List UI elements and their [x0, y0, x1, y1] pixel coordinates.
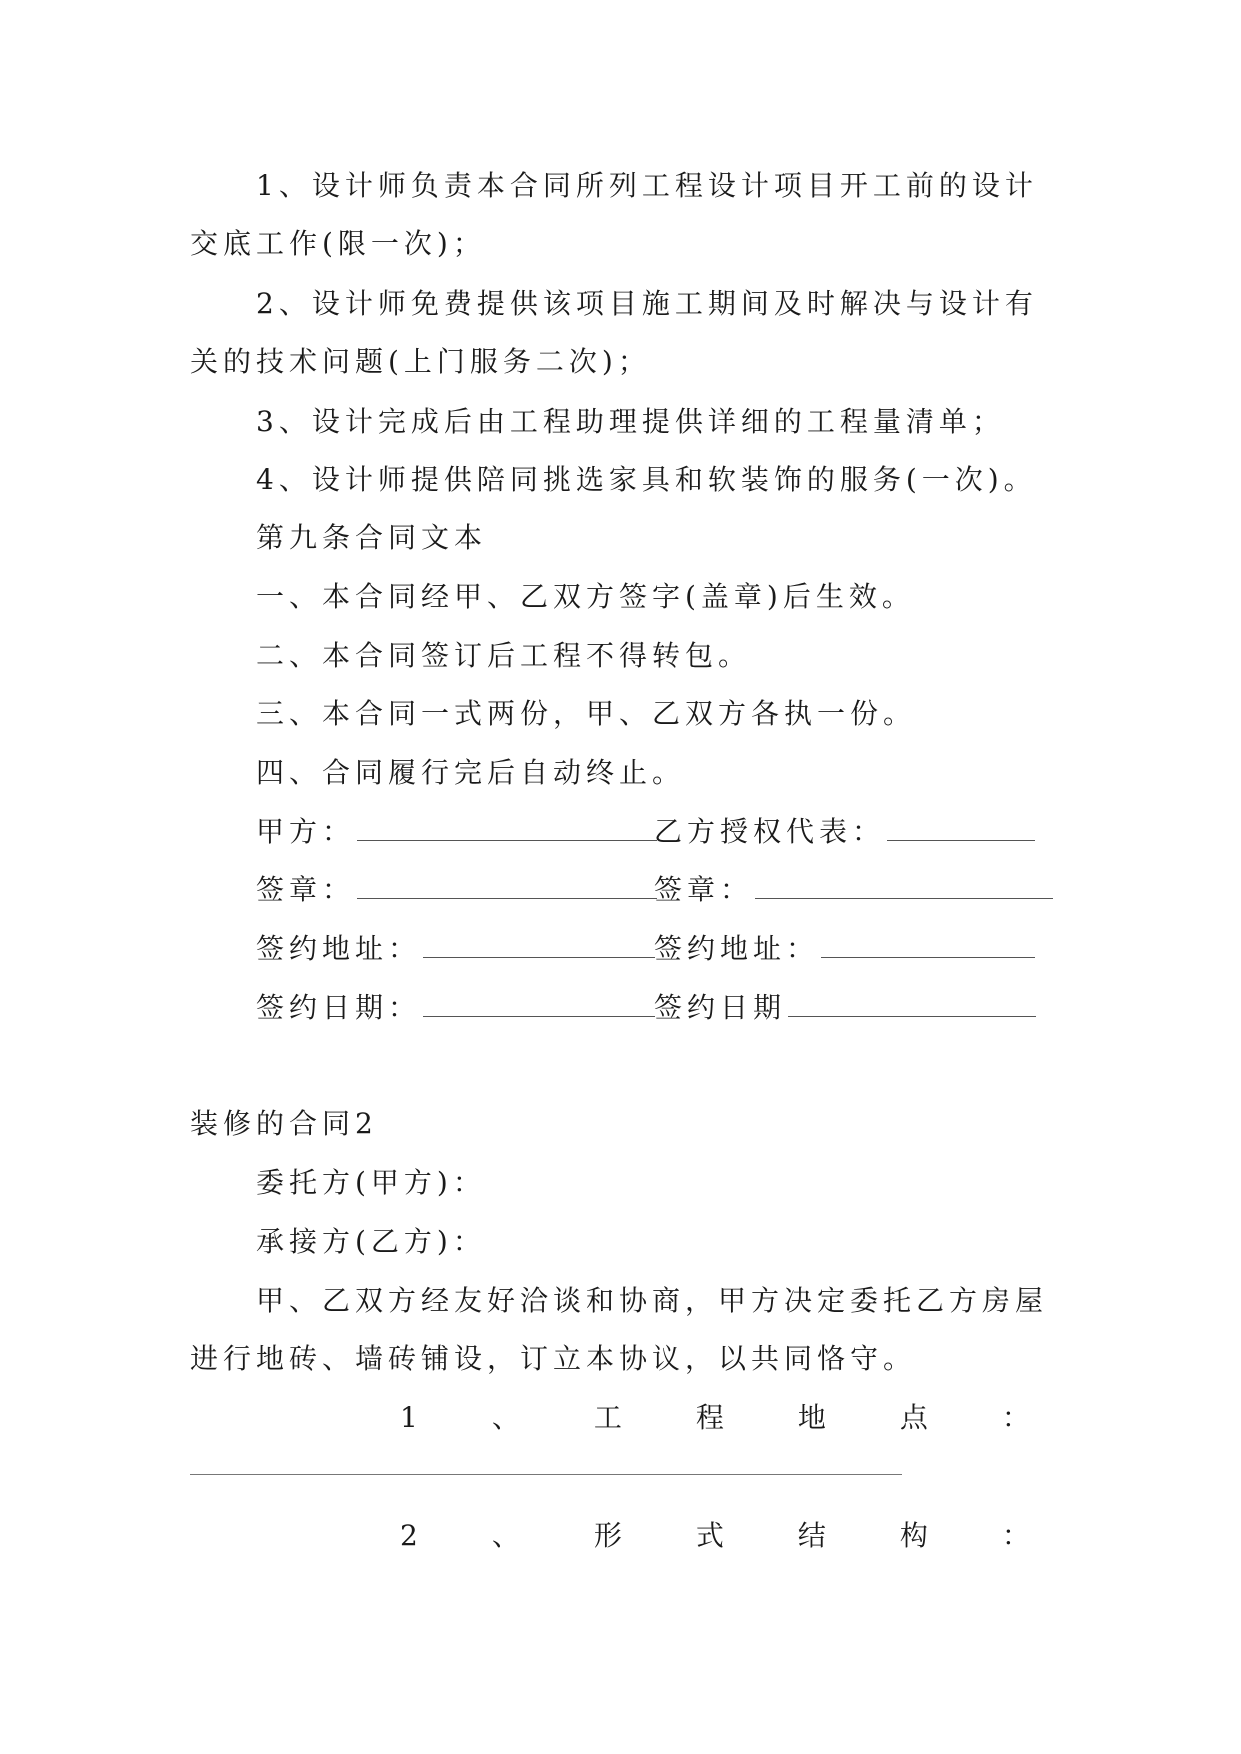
party-a-blank[interactable] [357, 812, 657, 841]
signature-row-date [256, 988, 655, 1028]
item-char: 工 [593, 1401, 622, 1434]
seal-a-blank[interactable] [357, 870, 657, 899]
date-b-blank[interactable] [788, 988, 1036, 1017]
address-b-blank[interactable] [821, 929, 1035, 958]
signature-row-party-b [654, 812, 1035, 852]
item-project-location [400, 1398, 1030, 1438]
item-separator: 、 [491, 1401, 520, 1434]
signature-row-party [256, 812, 657, 852]
party-b-rep-label: 乙方授权代表： [654, 815, 886, 848]
signature-row-date-b [654, 988, 1036, 1028]
address-a-label: 签约地址： [256, 932, 422, 965]
item-char: 点 [899, 1401, 928, 1434]
item-1-line-2: 交底工作(限一次)； [190, 227, 486, 260]
client-label: 委托方(甲方)： [256, 1166, 486, 1199]
signature-row-seal [256, 870, 657, 910]
item-char: 构 [899, 1519, 928, 1552]
intro-line-2: 进行地砖、墙砖铺设，订立本协议，以共同恪守。 [190, 1342, 917, 1375]
item-3: 3、设计完成后由工程助理提供详细的工程量清单； [256, 405, 1005, 438]
signature-row-address-b [654, 929, 1035, 969]
item-structure-type [400, 1516, 1030, 1556]
item-colon: ： [1001, 1519, 1030, 1552]
clause-3: 三、本合同一式两份，甲、乙双方各执一份。 [256, 697, 917, 730]
address-a-blank[interactable] [423, 929, 655, 958]
date-a-blank[interactable] [423, 988, 655, 1017]
item-char: 程 [695, 1401, 724, 1434]
item-2-line-2: 关的技术问题(上门服务二次)； [190, 345, 651, 378]
location-blank-line[interactable] [190, 1474, 902, 1475]
intro-line-1: 甲、乙双方经友好洽谈和协商，甲方决定委托乙方房屋 [256, 1284, 1049, 1317]
date-a-label: 签约日期： [256, 991, 422, 1024]
date-b-label: 签约日期 [654, 991, 787, 1024]
item-char: 结 [797, 1519, 826, 1552]
address-b-label: 签约地址： [654, 932, 820, 965]
seal-a-label: 签章： [256, 873, 356, 906]
article-9-heading: 第九条合同文本 [256, 521, 488, 554]
seal-b-label: 签章： [654, 873, 754, 906]
party-a-label: 甲方： [256, 815, 356, 848]
item-1-line-1: 1、设计师负责本合同所列工程设计项目开工前的设计 [256, 169, 1038, 202]
item-2-line-1: 2、设计师免费提供该项目施工期间及时解决与设计有 [256, 287, 1038, 320]
contract-2-title: 装修的合同2 [190, 1107, 378, 1140]
party-b-rep-blank[interactable] [887, 812, 1035, 841]
item-colon: ： [1001, 1401, 1030, 1434]
signature-row-seal-b [654, 870, 1053, 910]
clause-2: 二、本合同签订后工程不得转包。 [256, 639, 752, 672]
item-char: 地 [797, 1401, 826, 1434]
item-separator: 、 [491, 1519, 520, 1552]
seal-b-blank[interactable] [755, 870, 1053, 899]
item-char: 形 [593, 1519, 622, 1552]
contractor-label: 承接方(乙方)： [256, 1225, 486, 1258]
clause-4: 四、合同履行完后自动终止。 [256, 756, 686, 789]
item-number: 2 [400, 1519, 418, 1552]
signature-row-address [256, 929, 655, 969]
item-char: 式 [695, 1519, 724, 1552]
item-number: 1 [400, 1401, 418, 1434]
clause-1: 一、本合同经甲、乙双方签字(盖章)后生效。 [256, 580, 915, 613]
item-4: 4、设计师提供陪同挑选家具和软装饰的服务(一次)。 [256, 463, 1037, 496]
